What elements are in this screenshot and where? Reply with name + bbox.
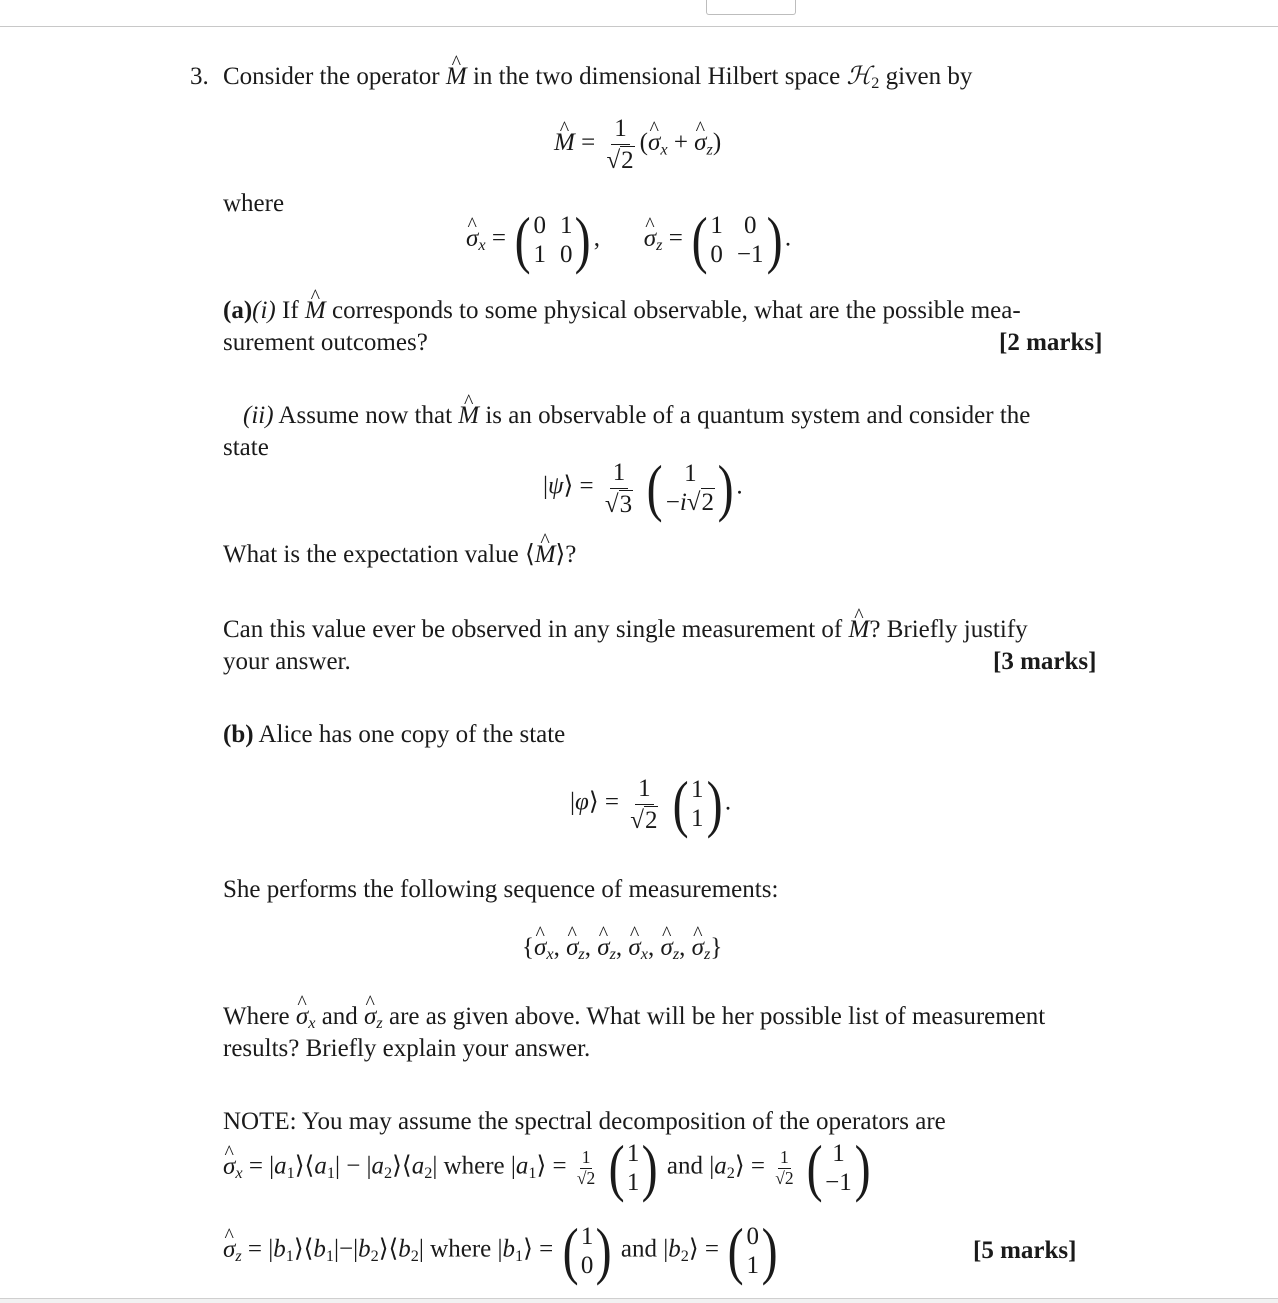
equation-M: ^ M = $\frac{1}{√2}$ (^ $\sigma_x$ + ^ $\sigma_z$)	[554, 116, 721, 173]
measurement-sequence: {^ $\sigma_x$, ^ $\sigma_z$, ^ $\sigma_z$, ^ $\sigma_x$, ^ $\sigma_z$, ^ $\sigma_z$}	[522, 935, 722, 962]
toolbar-tab[interactable]	[706, 0, 796, 15]
question-intro: Consider the operator ^ M in the two dimensional Hilbert space ℋ$_2$ given by	[223, 64, 972, 91]
marks-a-ii: [3 marks]	[993, 648, 1097, 675]
marks-b: [5 marks]	[973, 1237, 1077, 1264]
viewer-top-bar	[0, 0, 1278, 27]
sequence-intro: She performs the following sequence of measurements:	[223, 876, 779, 903]
part-a-ii-line1: (ii) Assume now that ^ M is an observable of a quantum system and consider the	[243, 403, 1030, 428]
part-a-i-line2: surement outcomes?	[223, 329, 428, 356]
viewer-bottom-bar	[0, 1298, 1278, 1303]
observed-question-line2: your answer.	[223, 648, 351, 675]
question-number: 3.	[190, 63, 209, 90]
where-label: where	[223, 190, 285, 217]
part-a-ii-line2: state	[223, 434, 269, 461]
spectral-z: ^ $\sigma_z$ = $|b_1⟩⟨b_1|-|b_2⟩⟨b_2|$ where $|b_1⟩$ = ( 1 0 ) and $|b_2⟩$ = ( 0 1 )	[223, 1219, 780, 1283]
marks-a-i: [2 marks]	[999, 329, 1103, 356]
where-b-line1: Where ^ $\sigma_x$ and ^ $\sigma_z$ are as given above. What will be her possible list of measurement	[223, 1004, 1045, 1031]
spectral-x: ^ $\sigma_x$ = $|a_1⟩⟨a_1|$ − $|a_2⟩⟨a_2|$ where $|a_1⟩$ = $\frac{1}{√2}$ ( 1 1 ) and $|a_2⟩$ = $\frac{1}{√2}$ ( 1 −1 )	[223, 1136, 873, 1200]
equation-phi: |φ⟩ = $\frac{1}{√2}$ ( 1 1 ) .	[570, 768, 732, 839]
part-a-i-line1: (a)(i) If ^ M corresponds to some physical observable, what are the possible mea-	[223, 298, 1021, 323]
equation-sigmas: ^ $\sigma_x$ = ( 0 1 1 0 ) , ^ $\sigma_z$ = ( 1 0 0 −1 ) .	[466, 208, 791, 272]
part-b-line1: (b) Alice has one copy of the state	[223, 721, 566, 748]
expectation-question: What is the expectation value ⟨^ M⟩?	[223, 542, 576, 567]
observed-question-line1: Can this value ever be observed in any single measurement of ^ M? Briefly justify	[223, 617, 1028, 642]
where-b-line2: results? Briefly explain your answer.	[223, 1035, 591, 1062]
note-text: NOTE: You may assume the spectral decomposition of the operators are	[223, 1108, 946, 1135]
equation-psi: |ψ⟩ = $\frac{1}{√3}$ ( 1 −i√2 ) .	[543, 452, 743, 523]
